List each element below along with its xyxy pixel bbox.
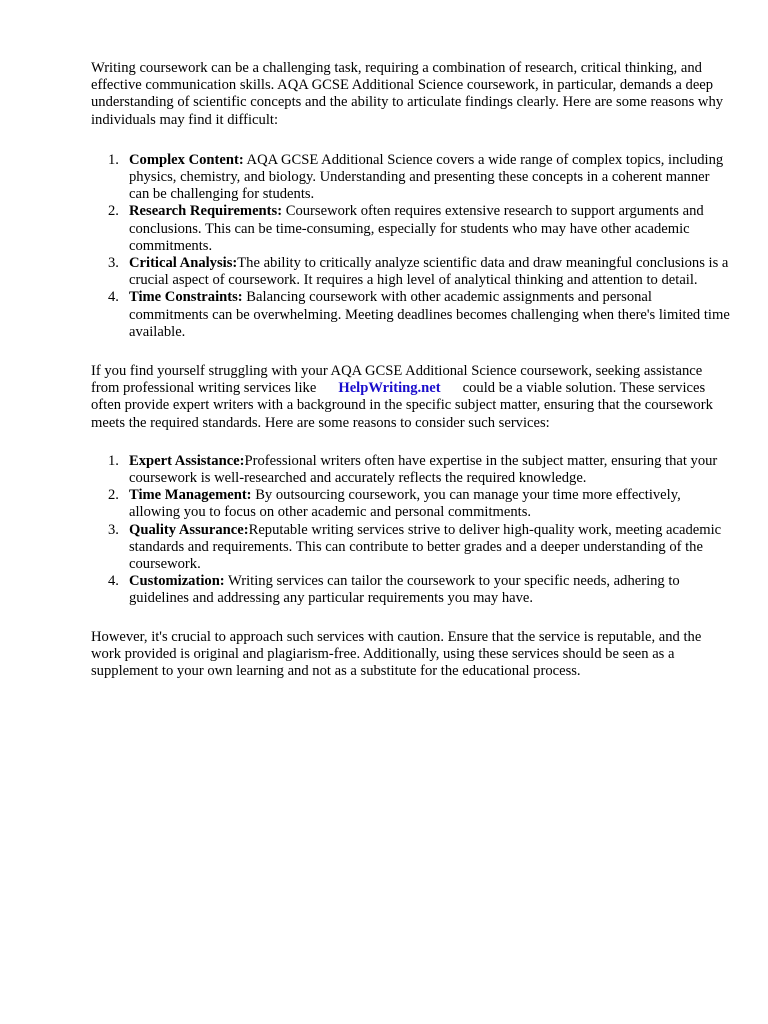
list-term: Customization: [129, 573, 225, 590]
list-number: 4. [108, 573, 119, 590]
helpwriting-link[interactable]: HelpWriting.net [338, 380, 441, 397]
list-text: The ability to critically analyze scientific data and draw meaningful conclusions is a crucial aspect of coursework. It requires a high level of analytical thinking and attention to detail. [129, 255, 729, 289]
list-item [91, 487, 731, 521]
list-term: Expert Assistance: [129, 452, 245, 469]
list-term: Quality Assurance: [129, 521, 249, 538]
list-item [91, 453, 731, 487]
list-text: AQA GCSE Additional Science covers a wide range of complex topics, including physics, chemistry, and biology. Understanding and presenting these concepts in a coherent manner can be challenging for students. [129, 151, 724, 203]
conclusion-paragraph: However, it's crucial to approach such services with caution. Ensure that the service is reputable, and the work provided is original and plagiarism-free. Additionally, using these services should be seen as a supplement to your own learning and not as a substitute for the educational process. [91, 628, 702, 680]
list-term: Research Requirements: [129, 203, 283, 220]
list-number: 3. [108, 255, 119, 272]
list-item [91, 573, 731, 607]
list-item [91, 203, 731, 255]
list-item [91, 255, 731, 289]
list-text: Writing services can tailor the coursework to your specific needs, adhering to guidelines and addressing any particular requirements you may have. [129, 573, 680, 607]
list-term: Complex Content: [129, 151, 244, 168]
list-term: Critical Analysis: [129, 255, 238, 272]
list-number: 2. [108, 487, 119, 504]
services-text-before: If you find yourself struggling with your AQA GCSE Additional Science coursework, seeking assistance from professional writing services like [91, 363, 703, 397]
difficulty-reasons-list [91, 152, 731, 341]
list-number: 3. [108, 521, 119, 538]
services-paragraph [91, 363, 731, 432]
list-term: Time Management: [129, 487, 252, 504]
list-number: 4. [108, 289, 119, 306]
list-number: 2. [108, 203, 119, 220]
list-text: Reputable writing services strive to deliver high-quality work, meeting academic standards and requirements. This can contribute to better grades and a deeper understanding of the coursework. [129, 521, 722, 573]
list-text: Professional writers often have expertise in the subject matter, ensuring that your coursework is well-researched and accurately reflects the required knowledge. [129, 452, 718, 487]
list-text: Coursework often requires extensive research to support arguments and conclusions. This can be time-consuming, especially for students who may have other academic commitments. [129, 203, 704, 254]
list-item [91, 152, 731, 204]
list-item [91, 522, 731, 574]
intro-paragraph: Writing coursework can be a challenging task, requiring a combination of research, critical thinking, and effective communication skills. AQA GCSE Additional Science coursework, in particular, demands a deep understanding of scientific concepts and the ability to articulate findings clearly. Here are some reasons why individuals may find it difficult: [91, 60, 724, 128]
list-term: Time Constraints: [129, 289, 243, 306]
service-benefits-list [91, 453, 731, 608]
document-page [91, 60, 731, 680]
list-number: 1. [108, 151, 119, 168]
list-text: By outsourcing coursework, you can manage your time more effectively, allowing you to focus on other academic and personal commitments. [129, 487, 681, 521]
services-text-after: could be a viable solution. These services often provide expert writers with a background in the specific subject matter, ensuring that the coursework meets the required standards. Here are some reasons to consider such services: [91, 380, 713, 431]
list-number: 1. [108, 452, 119, 469]
list-text: Balancing coursework with other academic assignments and personal commitments can be overwhelming. Meeting deadlines becomes challenging when there's limited time available. [129, 289, 730, 340]
list-item [91, 289, 731, 341]
